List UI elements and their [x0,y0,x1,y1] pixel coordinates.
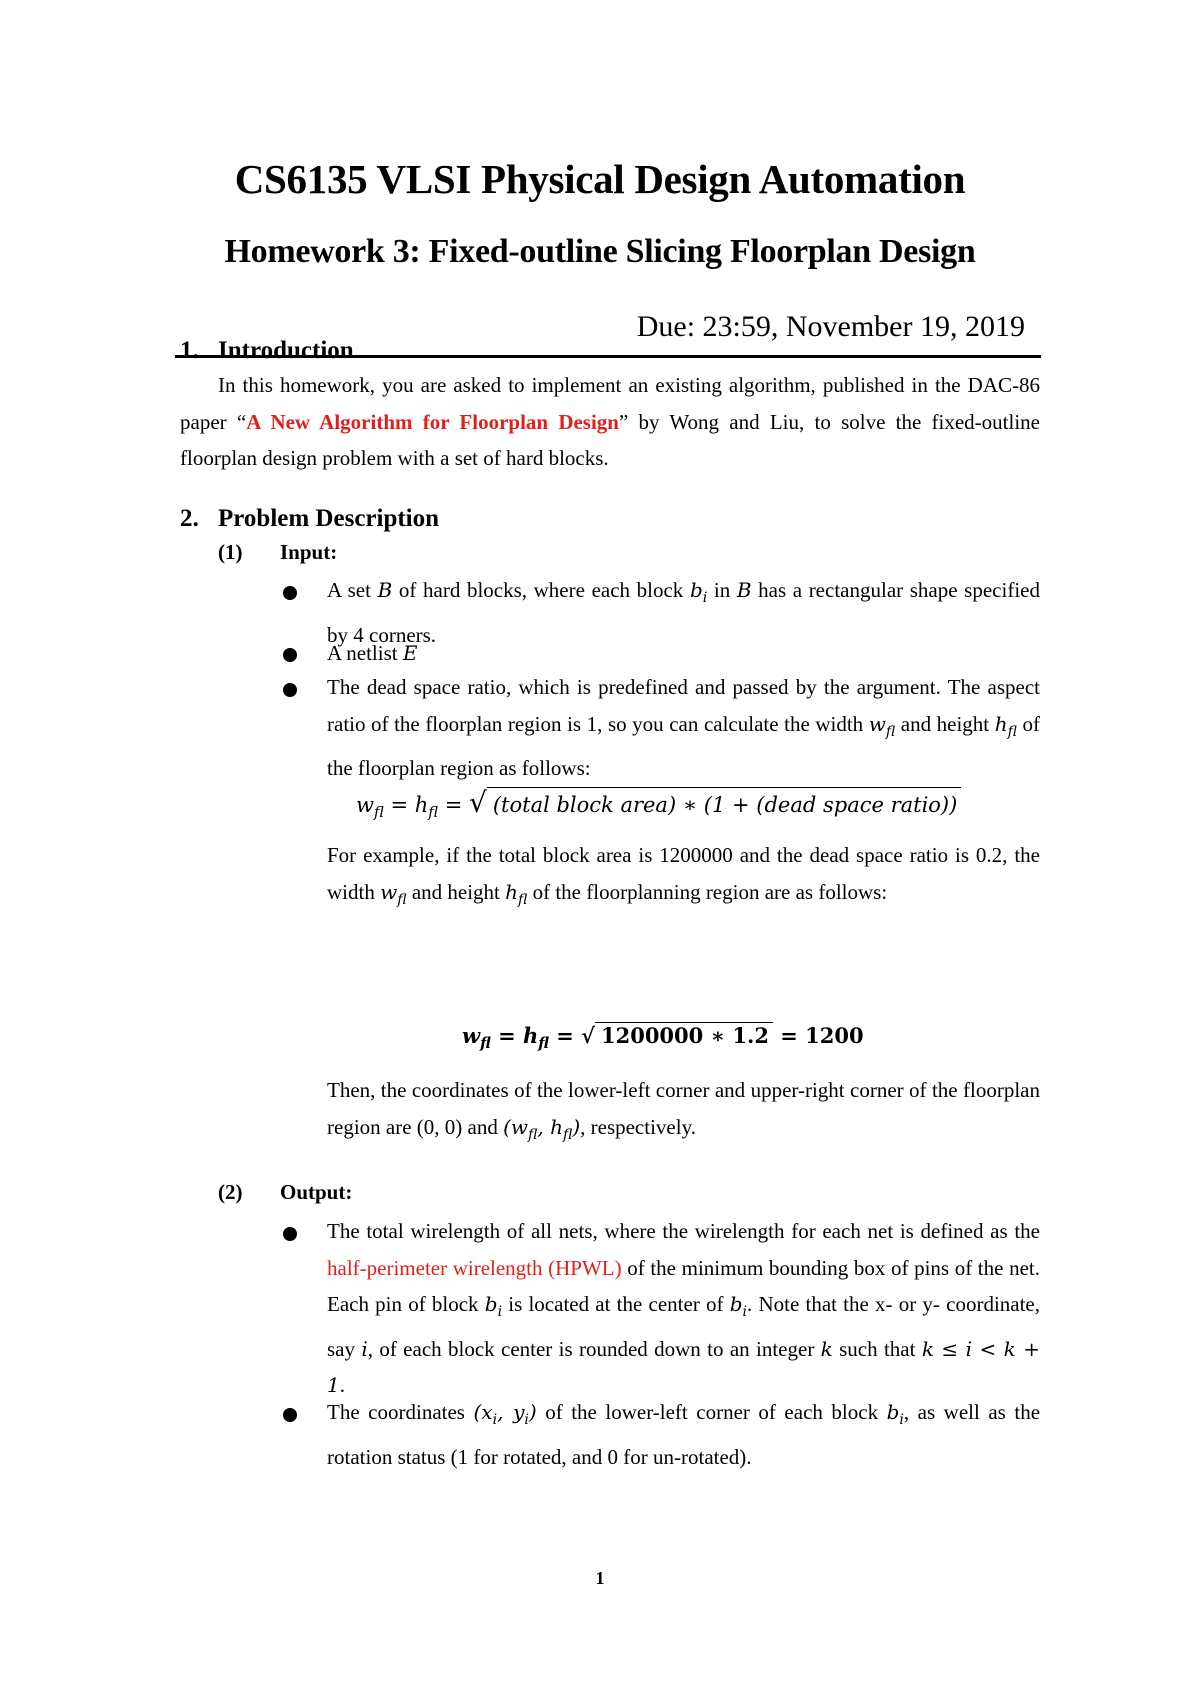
input-item-dead-space: The dead space ratio, which is predefined and passed by the argument. The aspect ratio of the floorplan region is 1, so you can calculate the width $w_{fl}$ and height $h_{fl}$ of the floorplan region as follows: [327,675,1040,780]
due-date: Due: 23:59, November 19, 2019 [636,310,1025,343]
coordinates-paragraph: Then, the coordinates of the lower-left corner and upper-right corner of the floorplan region are (0, 0) and ($w_{fl}$, $h_{fl}$), respectively. [327,1078,1040,1143]
sqrt-icon: √ [581,1023,595,1048]
subsection-output-heading [218,1180,352,1205]
page-number: 1 [595,1568,605,1588]
bullet-icon [283,1227,297,1241]
section-introduction-heading [180,337,354,365]
paper-title-link: A New Algorithm for Floorplan Design [246,409,619,434]
bullet-icon [283,1408,297,1422]
section-number: 2. [180,505,199,532]
subsection-title: Input: [280,540,338,564]
homework-subtitle: Homework 3: Fixed-outline Slicing Floorplan Design [224,233,976,270]
hpwl-term: half-perimeter wirelength (HPWL) [327,1255,622,1280]
input-item-netlist: A netlist E [327,641,418,665]
subsection-number: (1) [218,540,243,564]
output-item-coordinates: The coordinates ($x_i$, $y_i$) of the lower-left corner of each block $b_i$, as well as the rotation status (1 for rotated, and 0 for un-rotated). [327,1400,1041,1469]
subsection-number: (2) [218,1180,243,1204]
subsection-title: Output: [280,1180,353,1204]
intro-text: In this homework, you are asked to implement an existing algorithm, published in the DAC-86 paper “ [180,373,1040,434]
input-item-blocks: A set B of hard blocks, where each block $b_i$ in B has a rectangular shape specified by 4 corners. [327,578,1040,647]
section-title: Problem Description [218,505,440,532]
document-title: CS6135 VLSI Physical Design Automation [234,156,966,202]
bullet-icon [283,648,297,662]
output-item-wirelength: The total wirelength of all nets, where the wirelength for each net is defined as the half-perimeter wirelength (HPWL) of the minimum bounding box of pins of the net. Each pin of block $b_i$ is located at the center of $b_i$. Note that the x- or y- coordinate, say i, of each block center is rounded down to an integer k such that k ≤ i < k + 1. [327,1219,1041,1397]
introduction-paragraph [180,367,1040,477]
example-formula: $w_{fl} = h_{fl}$ = √ 1200000 ∗ 1.2 = 1200 [462,1023,864,1053]
section-problem-heading [180,505,439,533]
section-title: Introduction [218,337,354,364]
intro-text: ” by Wong and Liu, to solve the fixed-outline floorplan design problem with a set of hard blocks. [180,409,1040,470]
subsection-input-heading [218,540,337,565]
section-number: 1. [180,337,199,364]
example-paragraph: For example, if the total block area is 1200000 and the dead space ratio is 0.2, the width $w_{fl}$ and height $h_{fl}$ of the floorplanning region are as follows: [327,843,1040,908]
bullet-icon [283,683,297,697]
bullet-icon [283,586,297,600]
sqrt-icon: √ [469,786,487,819]
floorplan-size-formula: $w_{fl} = h_{fl}$ = √ (total block area) ∗ (1 + (dead space ratio)) [356,786,961,822]
